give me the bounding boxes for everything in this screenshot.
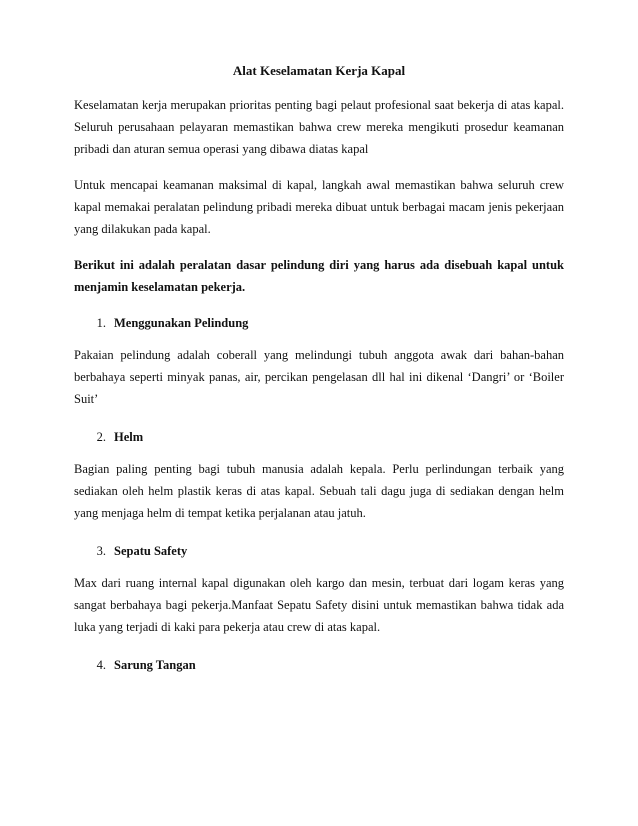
section-title: Helm [114,430,144,444]
section-heading-1 [74,312,564,334]
section-number: 2. [96,430,106,444]
section-number: 3. [96,544,106,558]
document-title: Alat Keselamatan Kerja Kapal [232,63,406,78]
lead-paragraph: Berikut ini adalah peralatan dasar pelindung diri yang harus ada disebuah kapal untuk menjamin keselamatan pekerja. [74,258,564,294]
section-title: Sarung Tangan [114,658,196,672]
document-page [74,60,564,686]
section-body-2: Bagian paling penting bagi tubuh manusia adalah kepala. Perlu perlindungan terbaik yang sediakan oleh helm plastik keras di atas kapal. Sebuah tali dagu juga di sediakan dengan helm yang menjaga helm di tempat ketika perjalanan atau jatuh. [74,462,564,520]
intro-paragraph-2: Untuk mencapai keamanan maksimal di kapal, langkah awal memastikan bahwa seluruh crew kapal memakai peralatan pelindung pribadi mereka dibuat untuk berbagai macam jenis pekerjaan yang dilakukan pada kapal. [74,178,564,236]
section-heading-4 [74,654,564,676]
section-body-3: Max dari ruang internal kapal digunakan oleh kargo dan mesin, terbuat dari logam keras yang sangat berbahaya bagi pekerja.Manfaat Sepatu Safety disini untuk memastikan bahwa tidak ada luka yang terjadi di kaki para pekerja atau crew di atas kapal. [74,576,564,634]
section-heading-3 [74,540,564,562]
section-number: 1. [96,316,106,330]
intro-paragraph-1: Keselamatan kerja merupakan prioritas penting bagi pelaut profesional saat bekerja di atas kapal. Seluruh perusahaan pelayaran memastikan bahwa crew mereka mengikuti prosedur keamanan pribadi dan aturan semua operasi yang dibawa diatas kapal [74,98,564,156]
section-body-1: Pakaian pelindung adalah coberall yang melindungi tubuh anggota awak dari bahan-bahan berbahaya seperti minyak panas, air, percikan pengelasan dll hal ini dikenal ‘Dangri’ or ‘Boiler Suit’ [74,348,564,406]
section-title: Menggunakan Pelindung [114,316,249,330]
section-title: Sepatu Safety [114,544,188,558]
section-number: 4. [96,658,106,672]
section-heading-2 [74,426,564,448]
